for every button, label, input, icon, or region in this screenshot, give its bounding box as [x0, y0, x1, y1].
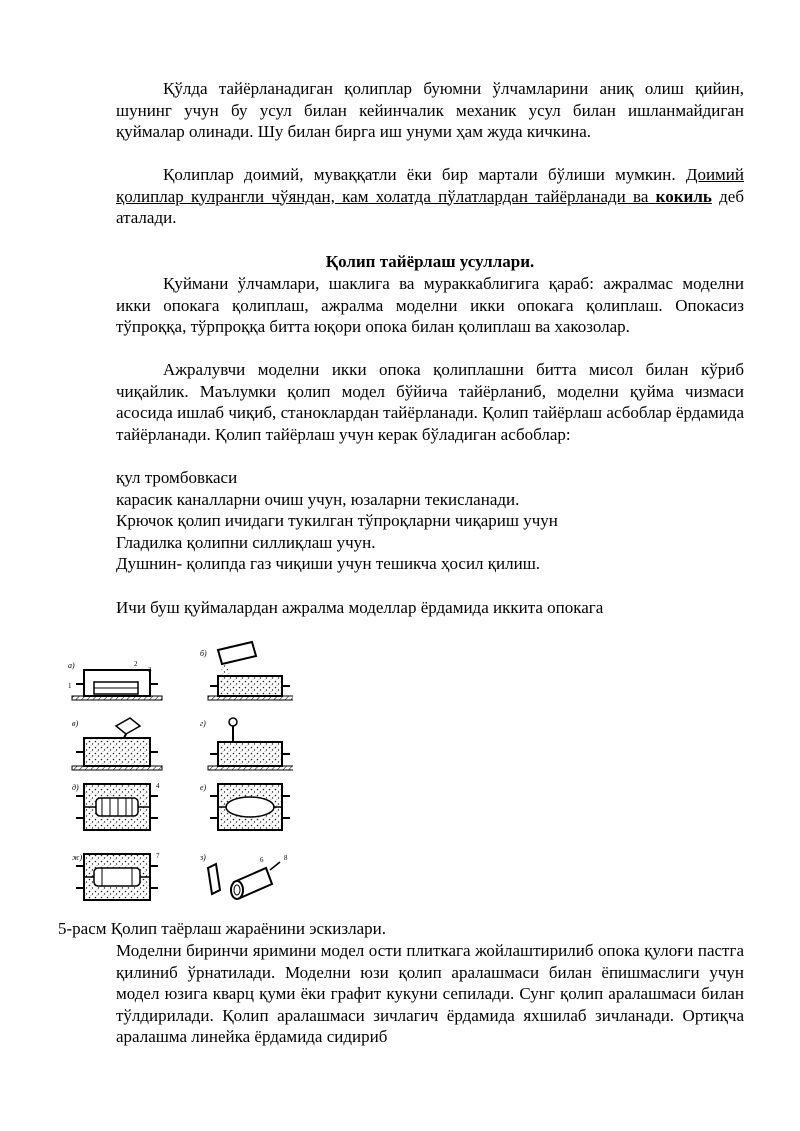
- paragraph-3: Қуймани ўлчамлари, шаклига ва мураккаблигига қараб: ажралмас моделни икки опокага қолиплаш, ажралма моделни икки опокага қолиплаш. Опокасиз тўпроққа, тўрпроққа битта юқори опока билан қолиплаш ва хакозолар.: [116, 274, 744, 337]
- panel-label: е): [200, 783, 207, 792]
- figure-number: 8: [284, 854, 288, 862]
- panel-label: в): [72, 719, 79, 728]
- panel-b: [200, 642, 293, 700]
- figure-number: 7: [156, 852, 160, 860]
- panel-label: а): [68, 661, 75, 670]
- term-kokil: кокиль: [655, 186, 712, 206]
- panel-z: [199, 853, 288, 899]
- figure-caption: 5-расм Қолип таёрлаш жараёнини эскизлари.: [58, 919, 386, 938]
- paragraph-2-tail: деб аталади.: [116, 186, 744, 228]
- panel-label: д): [72, 783, 79, 792]
- figure-number: 1: [68, 682, 72, 690]
- panel-label: з): [200, 853, 206, 862]
- panel-zh: [72, 852, 160, 900]
- paragraph-2-underlined: Доимий қолиплар кулрангли чўяндан, кам холатда пўлатлардан тайёрланади ва: [116, 165, 744, 206]
- tool-item: Гладилка қолипни силлиқлаш учун.: [116, 533, 376, 552]
- paragraph-1: Қўлда тайёрланадиган қолиплар буюмни ўлчамларини аниқ олиш қийин, шунинг учун бу усул билан кейинчалик механик усул билан ишланмайдиган қуймалар олинади. Шу билан бирга иш унуми ҳам жуда кичкина.: [116, 79, 744, 142]
- paragraph-2: [116, 164, 744, 229]
- tool-item: Крючок қолип ичидаги тукилган тўпроқларни чиқариш учун: [116, 511, 558, 530]
- panel-label: г): [200, 719, 206, 728]
- tool-item: карасик каналларни очиш учун, юзаларни текисланади.: [116, 490, 520, 509]
- panel-v: [72, 718, 162, 770]
- paragraph-4: Ажралувчи моделни икки опока қолиплашни битта мисол билан кўриб чиқайлик. Маълумки қолип модел бўйича тайёрланиб, моделни қуйма чизмаси асосида ишлаб чиқиб, станоклардан тайёрланади. Қолип тайёрлаш асбоблар ёрдамида тайёрланади. Қолип тайёрлаш учун керак бўладиган асбоблар:: [116, 360, 744, 444]
- panel-e: [200, 782, 290, 830]
- mold-process-figure: [58, 638, 293, 920]
- panel-a: [68, 660, 162, 700]
- tool-item: Душнин- қолипда газ чиқиши учун тешикча ҳосил қилиш.: [116, 554, 541, 573]
- tool-item: қул тромбовкаси: [116, 468, 238, 487]
- panel-label: ж): [72, 853, 83, 862]
- figure-number: 3: [148, 666, 152, 674]
- intro-line: Ичи буш қуймалардан ажралма моделлар ёрдамида иккита опокага: [116, 598, 604, 617]
- figure-number: 4: [156, 782, 160, 790]
- figure-number: 2: [134, 660, 138, 668]
- paragraph-5: Моделни биринчи яримини модел ости плиткага жойлаштирилиб опока қулоғи пастга қилиниб ўрнатилади. Моделни юзи қолип аралашмаси билан ёпишмаслиги учун модел юзига кварц қуми ёки графит кукуни сепилади. Сунг қолип аралашмаси билан тўлдирилади. Қолип аралашмаси зичлагич ёрдамида яхшилаб зичланади. Ортиқча аралашма линейка ёрдамида сидириб: [116, 941, 744, 1047]
- panel-g: [200, 718, 293, 770]
- paragraph-2-text: Қолиплар доимий, муваққатли ёки бир мартали бўлиши мумкин.: [163, 165, 686, 184]
- section-heading: Қолип тайёрлаш усуллари.: [325, 252, 535, 271]
- figure-number: 6: [260, 856, 264, 864]
- panel-d: [72, 782, 160, 830]
- panel-label: б): [200, 649, 207, 658]
